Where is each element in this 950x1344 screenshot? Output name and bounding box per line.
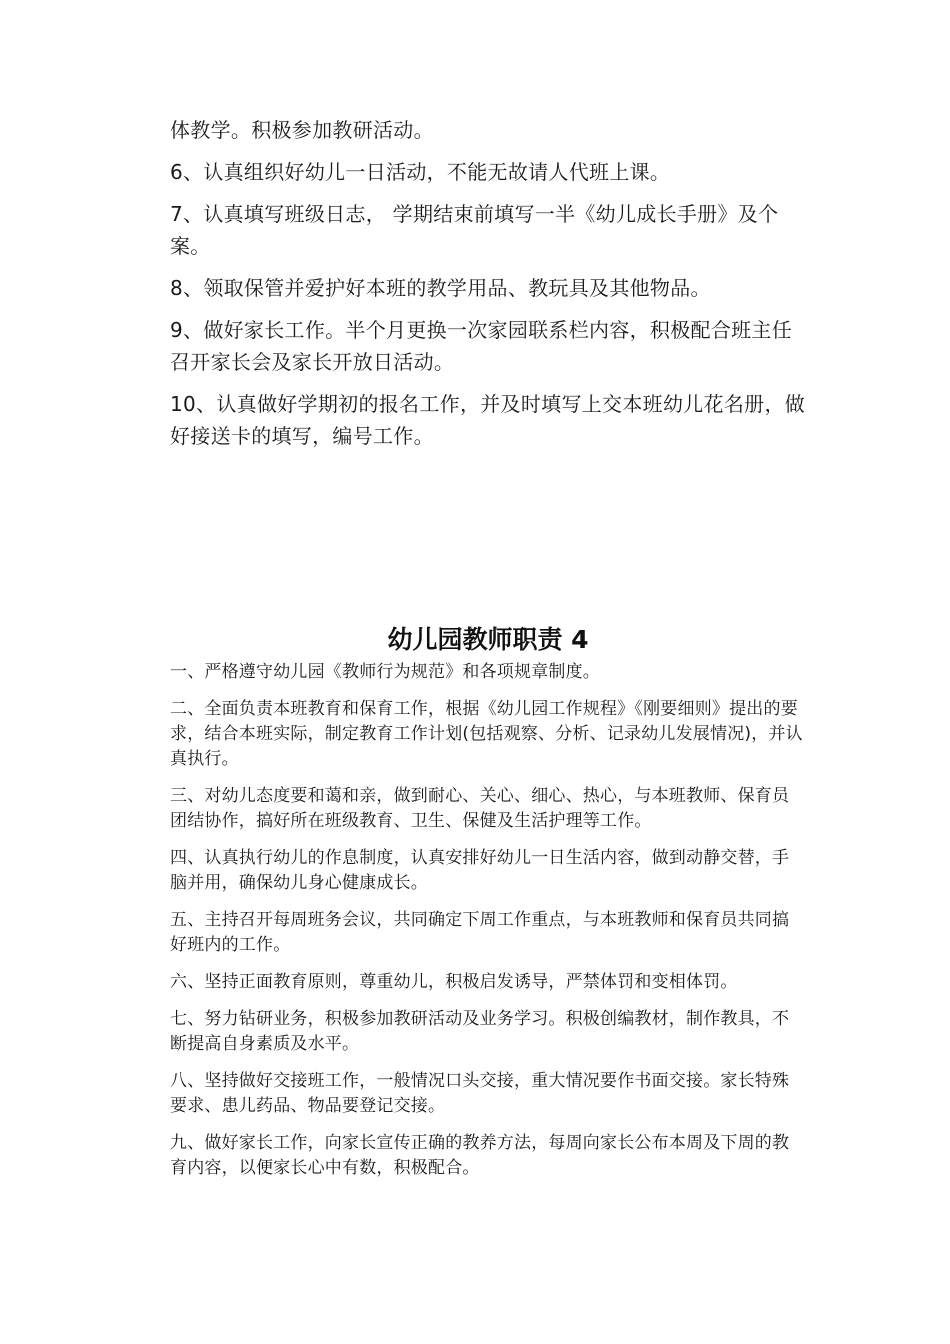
paragraph: 10、认真做好学期初的报名工作，并及时填写上交本班幼儿花名册，做好接送卡的填写，编号工作。	[170, 392, 806, 448]
paragraph: 9、做好家长工作。半个月更换一次家园联系栏内容，积极配合班主任召开家长会及家长开放日活动。	[170, 318, 793, 374]
paragraph: 六、坚持正面教育原则，尊重幼儿，积极启发诱导，严禁体罚和变相体罚。	[170, 972, 738, 992]
paragraph: 八、坚持做好交接班工作，一般情况口头交接，重大情况要作书面交接。家长特殊要求、患儿药品、物品要登记交接。	[170, 1071, 790, 1116]
paragraph: 一、严格遵守幼儿园《教师行为规范》和各项规章制度。	[170, 662, 600, 682]
paragraph: 七、努力钻研业务，积极参加教研活动及业务学习。积极创编教材，制作教具，不断提高自身素质及水平。	[170, 1009, 790, 1054]
paragraph: 7、认真填写班级日志， 学期结束前填写一半《幼儿成长手册》及个案。	[170, 202, 779, 258]
paragraph: 体教学。积极参加教研活动。	[170, 118, 434, 142]
paragraph: 五、主持召开每周班务会议，共同确定下周工作重点，与本班教师和保育员共同搞好班内的工作。	[170, 910, 790, 955]
paragraph: 九、做好家长工作，向家长宣传正确的教养方法，每周向家长公布本周及下周的教育内容，以便家长心中有数，积极配合。	[170, 1133, 790, 1178]
paragraph: 6、认真组织好幼儿一日活动，不能无故请人代班上课。	[170, 160, 671, 184]
paragraph: 四、认真执行幼儿的作息制度，认真安排好幼儿一日生活内容，做到动静交替，手脑并用，确保幼儿身心健康成长。	[170, 848, 790, 893]
teacher-duties-list	[170, 660, 806, 1193]
continued-duties-list	[170, 114, 806, 462]
section-title: 幼儿园教师职责 4	[387, 625, 589, 654]
paragraph: 8、领取保管并爱护好本班的教学用品、教玩具及其他物品。	[170, 276, 711, 300]
paragraph: 三、对幼儿态度要和蔼和亲，做到耐心、关心、细心、热心，与本班教师、保育员团结协作，搞好所在班级教育、卫生、保健及生活护理等工作。	[170, 786, 790, 831]
paragraph: 二、全面负责本班教育和保育工作，根据《幼儿园工作规程》《刚要细则》提出的要求，结合本班实际，制定教育工作计划(包括观察、分析、记录幼儿发展情况)，并认真执行。	[170, 699, 803, 769]
